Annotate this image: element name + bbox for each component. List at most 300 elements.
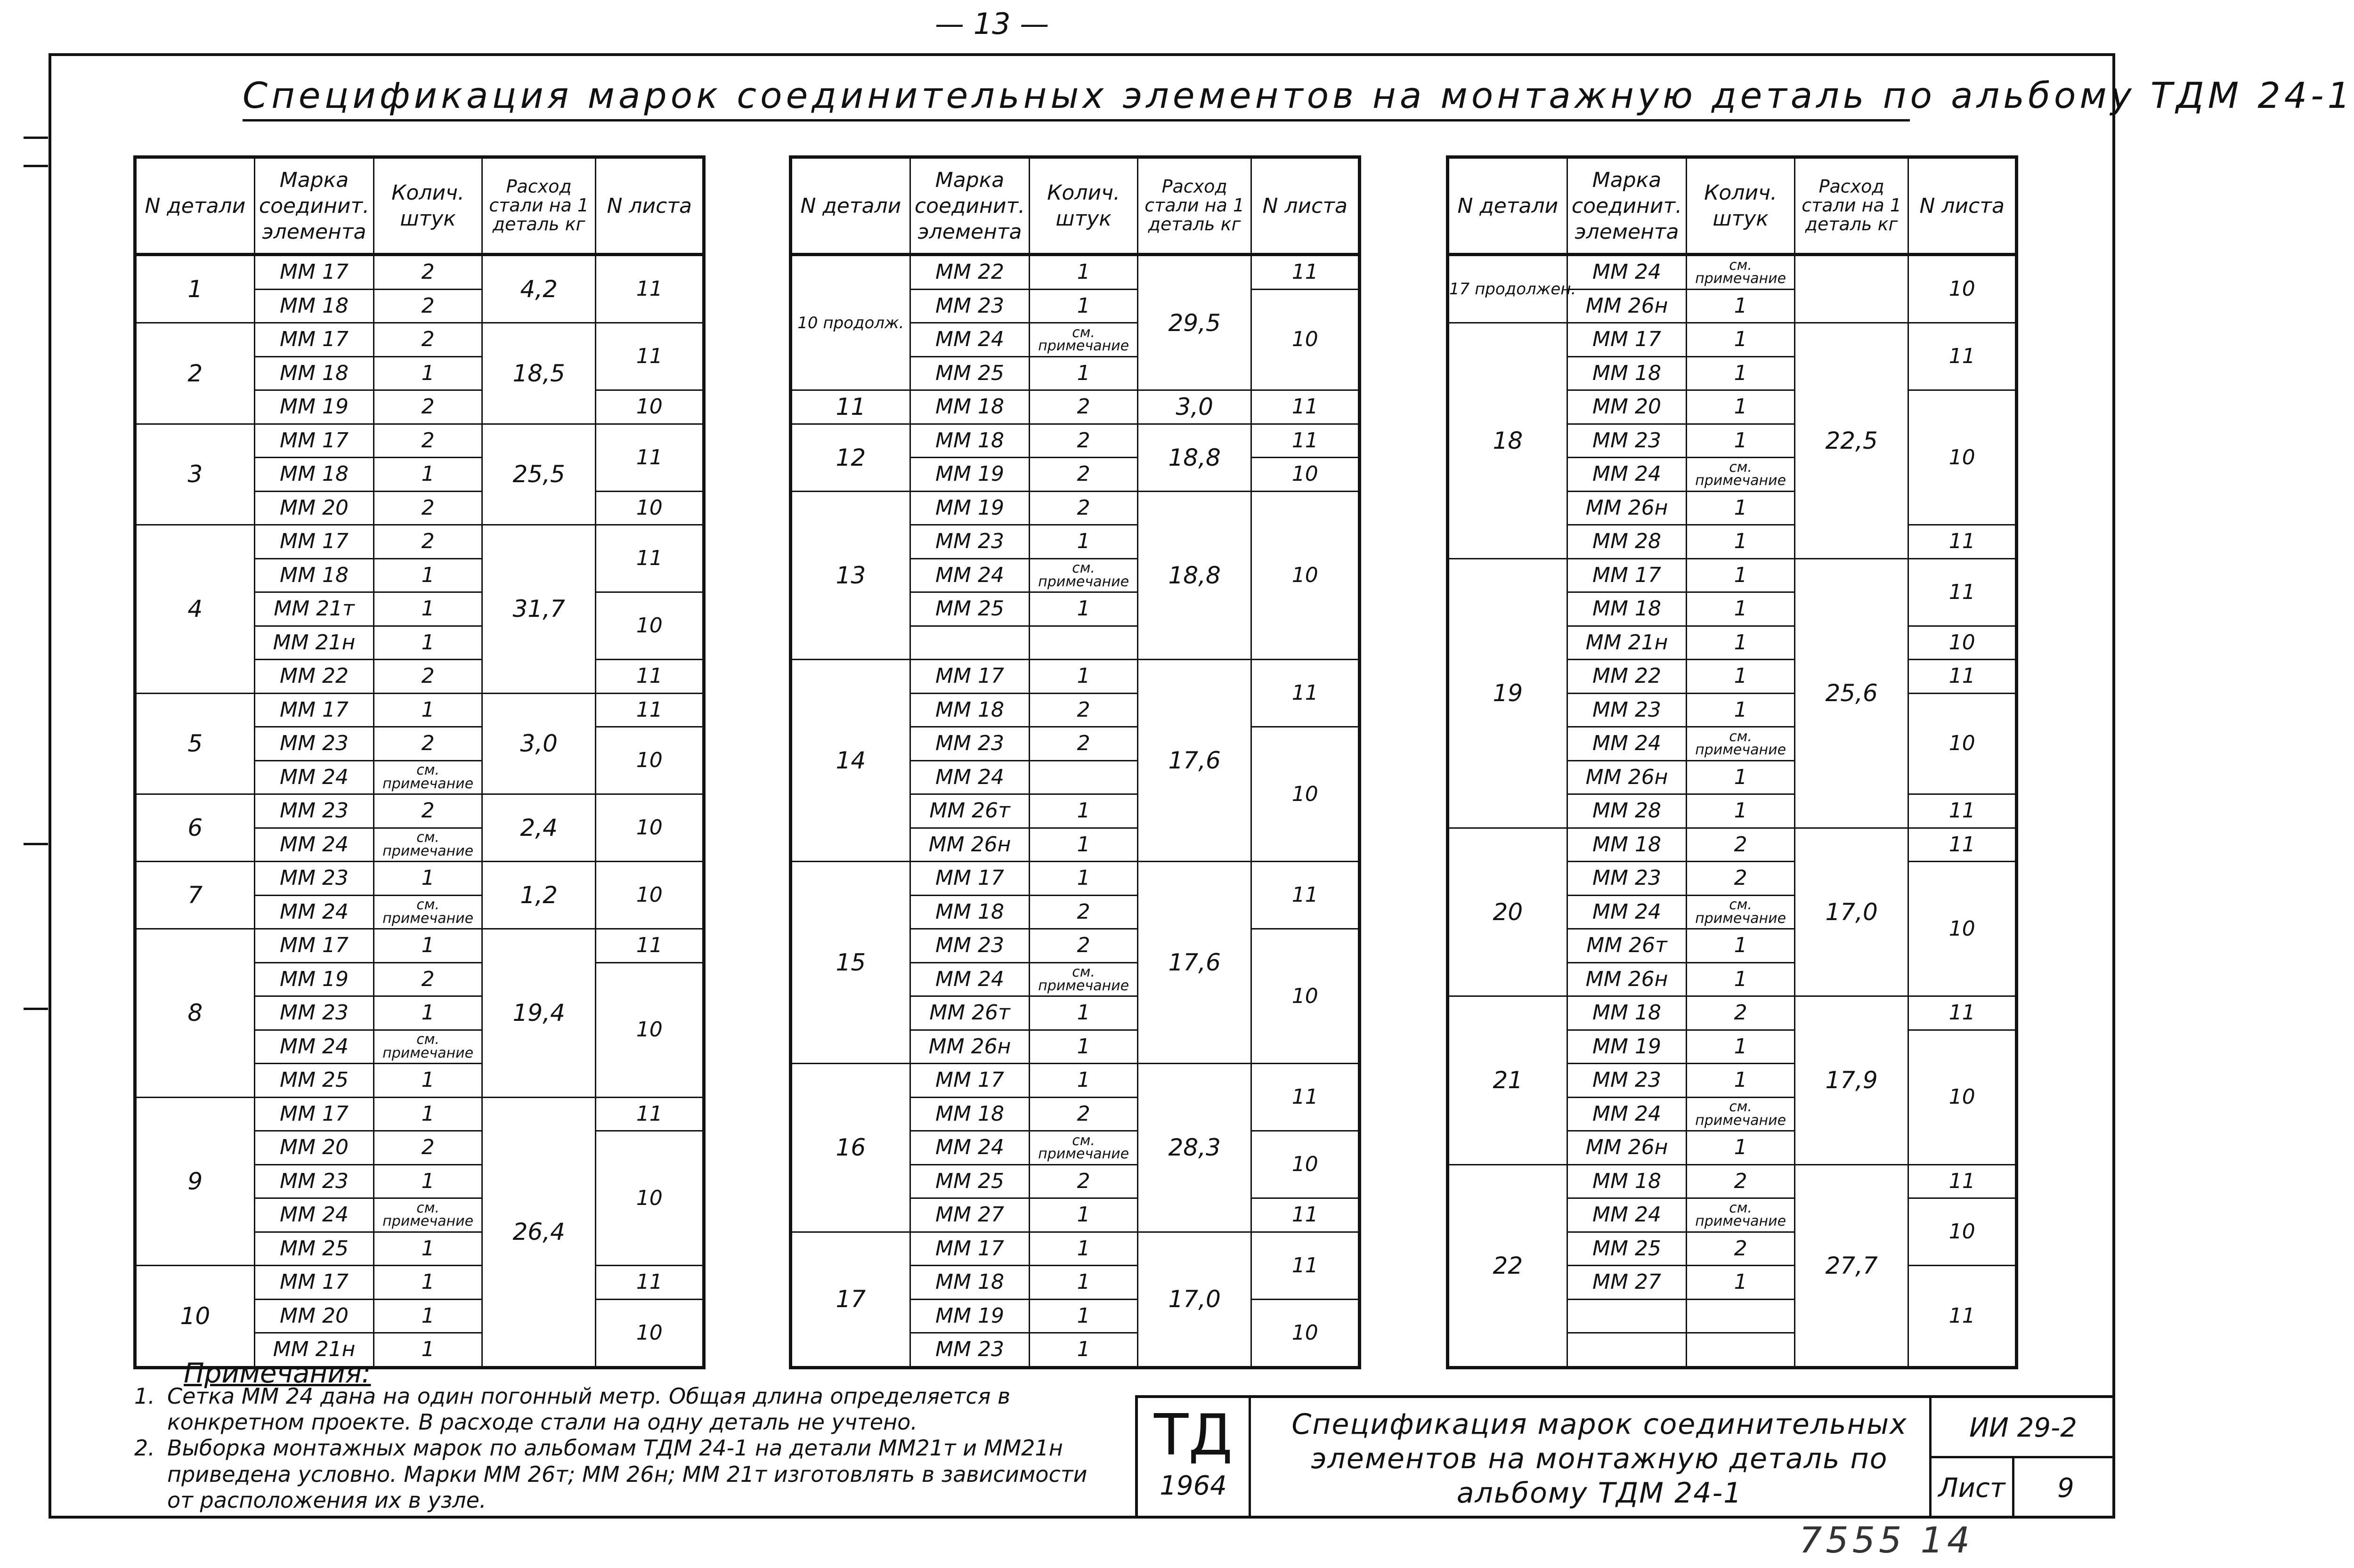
spec-table-2 [789,155,1361,1369]
stamp-title: Спецификация марок соединительных элементов на монтажную деталь по альбому ТДМ 24-1 [1291,1408,1908,1510]
cell-steel: 19,4 [482,929,596,1098]
cell-mark: ММ 18 [1567,356,1687,390]
header-steel: Расход стали на 1 деталь кг [1794,157,1908,255]
cell-mark: ММ 20 [254,1131,374,1165]
cell-detail: 11 [791,390,910,424]
cell-qty: 2 [374,424,482,458]
cell-sheet: 10 [1908,626,2017,660]
cell-qty [1687,1299,1795,1333]
cell-mark: ММ 18 [910,1097,1030,1131]
cell-detail: 14 [791,660,910,862]
cell-mark: ММ 17 [254,424,374,458]
cell-qty: см. примечание [1030,558,1138,592]
cell-qty: 2 [1030,390,1138,424]
cell-qty: 1 [1687,1266,1795,1300]
cell-sheet: 11 [1251,255,1360,290]
cell-sheet: 10 [596,962,704,1097]
cell-sheet: 11 [596,660,704,694]
cell-mark: ММ 18 [254,356,374,390]
cell-qty: 1 [1030,1333,1138,1368]
header-mark: Марка соединит. элемента [1567,157,1687,255]
cell-qty: 1 [1687,660,1795,694]
cell-qty: 2 [1030,491,1138,525]
cell-qty: см. примечание [1030,323,1138,357]
cell-mark [1567,1299,1687,1333]
cell-mark: ММ 17 [910,660,1030,694]
cell-qty: 1 [1030,996,1138,1030]
cell-sheet: 10 [1251,491,1360,660]
cell-sheet: 10 [1251,458,1360,492]
stamp-sheet-number: 9 [2057,1473,2074,1503]
cell-mark: ММ 24 [910,760,1030,794]
cell-qty: 1 [1687,1030,1795,1064]
header-steel: Расход стали на 1 деталь кг [1137,157,1251,255]
cell-detail: 9 [135,1097,255,1266]
cell-steel: 18,8 [1137,491,1251,660]
cell-detail: 3 [135,424,255,525]
cell-qty: 2 [1687,828,1795,862]
cell-mark: ММ 23 [1567,862,1687,896]
cell-qty: 1 [1687,592,1795,626]
cell-qty: 1 [374,862,482,896]
cell-qty: 1 [1687,289,1795,323]
cell-mark: ММ 28 [1567,525,1687,559]
cell-mark: ММ 17 [254,693,374,727]
cell-mark: ММ 20 [254,491,374,525]
cell-qty: 1 [1030,1266,1138,1300]
cell-qty: см. примечание [1687,1097,1795,1131]
cell-mark: ММ 26н [1567,760,1687,794]
cell-mark: ММ 17 [910,1232,1030,1266]
cell-mark: ММ 17 [1567,323,1687,357]
cell-mark: ММ 21т [254,592,374,626]
cell-qty: 1 [374,458,482,492]
cell-mark: ММ 25 [910,1164,1030,1198]
cell-qty: 2 [374,962,482,996]
cell-mark: ММ 23 [910,1333,1030,1368]
cell-qty: 1 [374,356,482,390]
cell-mark: ММ 24 [910,323,1030,357]
note-number: 2. [134,1435,155,1461]
cell-qty: 1 [374,1232,482,1266]
cell-detail: 19 [1448,558,1567,828]
cell-qty: 1 [1687,760,1795,794]
cell-sheet: 10 [596,794,704,862]
note-item [134,1435,1104,1513]
cell-qty: см. примечание [1687,1198,1795,1232]
cell-mark: ММ 19 [254,962,374,996]
cell-mark: ММ 22 [910,255,1030,290]
table-row [791,424,1360,458]
cell-sheet: 10 [1908,1030,2017,1164]
cell-mark: ММ 26н [1567,289,1687,323]
cell-mark: ММ 19 [1567,1030,1687,1064]
cell-qty: см. примечание [1687,727,1795,761]
cell-detail: 22 [1448,1164,1567,1367]
cell-qty: 1 [1030,1232,1138,1266]
cell-mark: ММ 18 [254,289,374,323]
cell-mark: ММ 26т [910,794,1030,828]
cell-mark: ММ 26н [1567,1131,1687,1165]
cell-steel: 28,3 [1137,1064,1251,1232]
cell-qty: см. примечание [1687,895,1795,929]
margin-tick [24,165,48,167]
cell-mark: ММ 24 [254,895,374,929]
cell-mark: ММ 26т [910,996,1030,1030]
cell-detail: 15 [791,862,910,1064]
cell-qty: 2 [374,289,482,323]
cell-sheet: 10 [1908,390,2017,525]
cell-mark: ММ 19 [910,1299,1030,1333]
cell-steel: 3,0 [482,693,596,794]
table-row [791,1064,1360,1098]
header-qty: Колич. штук [1030,157,1138,255]
cell-mark: ММ 19 [910,491,1030,525]
cell-mark: ММ 26н [1567,491,1687,525]
cell-qty: 1 [1687,491,1795,525]
cell-sheet: 11 [596,1266,704,1300]
cell-detail: 10 [135,1266,255,1368]
cell-detail: 17 продолжен. [1448,255,1567,323]
header-sheet: N листа [1251,157,1360,255]
cell-sheet: 11 [1908,558,2017,626]
table-row [135,424,704,458]
header-qty: Колич. штук [374,157,482,255]
cell-detail: 6 [135,794,255,862]
cell-mark: ММ 23 [1567,424,1687,458]
table-row [135,1097,704,1131]
table-row [1448,255,2017,290]
cell-mark: ММ 17 [254,323,374,357]
spec-table-1 [133,155,706,1369]
note-item [134,1383,1104,1435]
cell-qty: 2 [374,525,482,559]
cell-steel: 17,6 [1137,660,1251,862]
table-row [791,390,1360,424]
cell-mark: ММ 17 [910,1064,1030,1098]
cell-qty: 1 [1687,390,1795,424]
cell-qty: 2 [374,390,482,424]
cell-sheet: 11 [596,693,704,727]
cell-qty: см. примечание [1030,1131,1138,1165]
note-number: 1. [134,1383,155,1409]
header-detail: N детали [135,157,255,255]
cell-mark: ММ 26н [1567,962,1687,996]
cell-mark: ММ 23 [910,289,1030,323]
page-number: — 13 — [935,7,1049,41]
cell-steel: 18,5 [482,323,596,424]
cell-mark: ММ 28 [1567,794,1687,828]
cell-mark: ММ 19 [910,458,1030,492]
cell-qty: 1 [374,558,482,592]
cell-mark: ММ 23 [910,727,1030,761]
cell-mark: ММ 17 [254,1097,374,1131]
cell-qty: 1 [374,693,482,727]
cell-sheet: 10 [596,390,704,424]
cell-sheet: 10 [1251,1299,1360,1367]
cell-mark [910,626,1030,660]
cell-sheet: 10 [596,592,704,660]
cell-sheet: 10 [596,862,704,929]
cell-detail: 18 [1448,323,1567,559]
cell-mark: ММ 18 [254,558,374,592]
cell-qty: 1 [1030,255,1138,290]
cell-qty: 1 [374,626,482,660]
cell-mark: ММ 18 [910,424,1030,458]
cell-qty: 1 [1687,424,1795,458]
cell-qty: 2 [1687,996,1795,1030]
cell-sheet: 11 [596,525,704,592]
cell-detail: 8 [135,929,255,1098]
table-row [791,862,1360,896]
cell-qty: 2 [1030,693,1138,727]
header-detail: N детали [791,157,910,255]
archive-number: 7555 14 [1799,1519,1974,1561]
cell-qty: 1 [374,592,482,626]
cell-mark: ММ 23 [910,525,1030,559]
cell-mark: ММ 25 [254,1064,374,1098]
cell-detail: 12 [791,424,910,491]
cell-sheet: 10 [1908,862,2017,996]
header-mark: Марка соединит. элемента [254,157,374,255]
cell-mark: ММ 21н [254,626,374,660]
cell-sheet: 10 [1908,1198,2017,1266]
cell-mark: ММ 21н [254,1333,374,1368]
cell-qty: см. примечание [374,828,482,862]
cell-mark: ММ 22 [254,660,374,694]
cell-mark: ММ 24 [910,1131,1030,1165]
cell-mark: ММ 24 [254,1198,374,1232]
cell-mark: ММ 22 [1567,660,1687,694]
cell-qty: 1 [1687,794,1795,828]
table-row [135,255,704,290]
cell-qty: см. примечание [374,1030,482,1064]
cell-mark: ММ 21н [1567,626,1687,660]
cell-sheet: 10 [1251,289,1360,390]
cell-sheet: 11 [596,424,704,491]
cell-qty: см. примечание [374,1198,482,1232]
cell-qty: 1 [1030,592,1138,626]
cell-qty: 1 [1030,356,1138,390]
cell-sheet: 11 [1908,996,2017,1030]
cell-mark: ММ 18 [1567,996,1687,1030]
table-row [135,323,704,357]
cell-qty: 2 [1030,727,1138,761]
stamp-sheet-label: Лист [1932,1458,2014,1519]
cell-qty: 2 [1687,862,1795,896]
cell-qty: 2 [374,727,482,761]
cell-mark: ММ 23 [910,929,1030,963]
table-row [791,1232,1360,1266]
title-block [1135,1395,2115,1519]
cell-qty: 1 [1687,558,1795,592]
cell-mark: ММ 24 [1567,458,1687,492]
cell-detail: 7 [135,862,255,929]
cell-qty: 1 [1687,693,1795,727]
cell-detail: 5 [135,693,255,794]
cell-sheet: 11 [1908,323,2017,390]
header-sheet: N листа [596,157,704,255]
stamp-info [1929,1398,2115,1519]
table-row [135,794,704,828]
cell-qty: 1 [1030,1299,1138,1333]
table-row [1448,323,2017,357]
cell-sheet: 11 [1251,1198,1360,1232]
cell-qty: 1 [1030,794,1138,828]
cell-steel: 18,8 [1137,424,1251,491]
cell-steel: 22,5 [1794,323,1908,559]
cell-qty: 1 [1030,862,1138,896]
cell-mark: ММ 18 [910,895,1030,929]
cell-qty: 2 [1030,929,1138,963]
cell-qty: 2 [374,323,482,357]
cell-mark: ММ 24 [1567,1097,1687,1131]
cell-qty: 1 [1687,525,1795,559]
table-row [1448,1164,2017,1198]
cell-qty: 1 [374,1064,482,1098]
cell-mark: ММ 17 [254,255,374,290]
cell-sheet: 11 [1908,794,2017,828]
cell-sheet: 11 [1251,390,1360,424]
cell-mark: ММ 24 [254,1030,374,1064]
cell-sheet: 11 [1908,525,2017,559]
cell-sheet: 11 [1251,660,1360,727]
cell-qty: 1 [1687,1131,1795,1165]
cell-mark: ММ 23 [254,862,374,896]
cell-steel: 31,7 [482,525,596,694]
header-sheet: N листа [1908,157,2017,255]
cell-steel: 29,5 [1137,255,1251,390]
cell-sheet: 11 [1908,1266,2017,1368]
cell-qty: 2 [374,491,482,525]
cell-mark: ММ 17 [910,862,1030,896]
cell-qty: 1 [374,1164,482,1198]
cell-qty [1030,626,1138,660]
table-row [135,693,704,727]
cell-mark: ММ 27 [1567,1266,1687,1300]
cell-qty: 2 [1030,424,1138,458]
cell-qty: 2 [374,660,482,694]
cell-sheet: 11 [1251,862,1360,929]
table-row [135,525,704,559]
cell-mark: ММ 17 [254,929,374,963]
cell-qty: 1 [374,1266,482,1300]
cell-detail: 13 [791,491,910,660]
cell-mark: ММ 25 [910,356,1030,390]
note-text: Сетка ММ 24 дана на один погонный метр. Общая длина определяется в конкретном проекте. В расходе стали на одну деталь не учтено. [167,1383,1011,1435]
table-row [1448,828,2017,862]
cell-qty: 1 [1687,626,1795,660]
cell-qty: 1 [1687,323,1795,357]
margin-tick [24,843,48,845]
table-row [135,862,704,896]
table-row [791,491,1360,525]
cell-steel: 26,4 [482,1097,596,1367]
cell-sheet: 11 [596,255,704,323]
header-qty: Колич. штук [1687,157,1795,255]
cell-sheet: 11 [596,1097,704,1131]
cell-mark: ММ 25 [1567,1232,1687,1266]
notes-title: Примечания: [184,1357,371,1389]
stamp-code: ИИ 29-2 [1932,1398,2115,1458]
cell-sheet: 11 [1908,660,2017,694]
cell-steel: 17,6 [1137,862,1251,1064]
cell-qty: 1 [374,996,482,1030]
cell-qty: см. примечание [374,895,482,929]
cell-qty: 1 [374,1299,482,1333]
cell-sheet: 11 [1908,828,2017,862]
cell-sheet: 11 [1908,1164,2017,1198]
notes [134,1383,1104,1513]
cell-qty: 2 [1030,1097,1138,1131]
cell-qty: 1 [1030,1030,1138,1064]
cell-mark: ММ 18 [1567,1164,1687,1198]
td-logo-mark: ТД [1153,1403,1233,1468]
cell-sheet: 10 [596,491,704,525]
cell-qty: 2 [1687,1164,1795,1198]
cell-detail: 1 [135,255,255,323]
cell-mark: ММ 18 [1567,828,1687,862]
cell-sheet: 11 [596,323,704,390]
cell-sheet: 10 [1251,1131,1360,1198]
cell-detail: 21 [1448,996,1567,1165]
cell-steel: 2,4 [482,794,596,862]
header-steel: Расход стали на 1 деталь кг [482,157,596,255]
cell-qty: 1 [1687,962,1795,996]
cell-sheet: 10 [596,1299,704,1367]
spec-table-3 [1446,155,2018,1369]
cell-sheet: 10 [1908,693,2017,794]
cell-sheet: 10 [1251,929,1360,1064]
cell-detail: 16 [791,1064,910,1232]
cell-mark: ММ 17 [1567,558,1687,592]
cell-steel: 4,2 [482,255,596,323]
cell-mark: ММ 24 [254,828,374,862]
cell-qty: 1 [1030,289,1138,323]
cell-qty: 1 [1030,660,1138,694]
cell-mark: ММ 25 [910,592,1030,626]
cell-steel: 3,0 [1137,390,1251,424]
cell-mark [1567,1333,1687,1368]
table-row [791,660,1360,694]
cell-mark: ММ 18 [910,693,1030,727]
cell-qty [1030,760,1138,794]
cell-qty: 1 [374,1333,482,1368]
cell-mark: ММ 24 [1567,895,1687,929]
cell-mark: ММ 17 [254,525,374,559]
cell-qty: 2 [1687,1232,1795,1266]
cell-qty: 1 [374,1097,482,1131]
cell-qty: 2 [374,255,482,290]
cell-qty: 2 [374,794,482,828]
cell-mark: ММ 24 [910,558,1030,592]
cell-qty: см. примечание [374,760,482,794]
cell-qty: 1 [1030,1064,1138,1098]
cell-mark: ММ 17 [254,1266,374,1300]
cell-mark: ММ 23 [1567,1064,1687,1098]
cell-steel: 1,2 [482,862,596,929]
cell-steel: 17,0 [1137,1232,1251,1367]
cell-sheet: 11 [1251,1064,1360,1131]
cell-qty: 1 [1687,356,1795,390]
stamp-year: 1964 [1160,1471,1227,1501]
cell-steel [1794,255,1908,323]
cell-detail: 10 продолж. [791,255,910,390]
cell-sheet: 11 [1251,1232,1360,1299]
cell-detail: 17 [791,1232,910,1367]
cell-qty [1687,1333,1795,1368]
table-row [135,929,704,963]
